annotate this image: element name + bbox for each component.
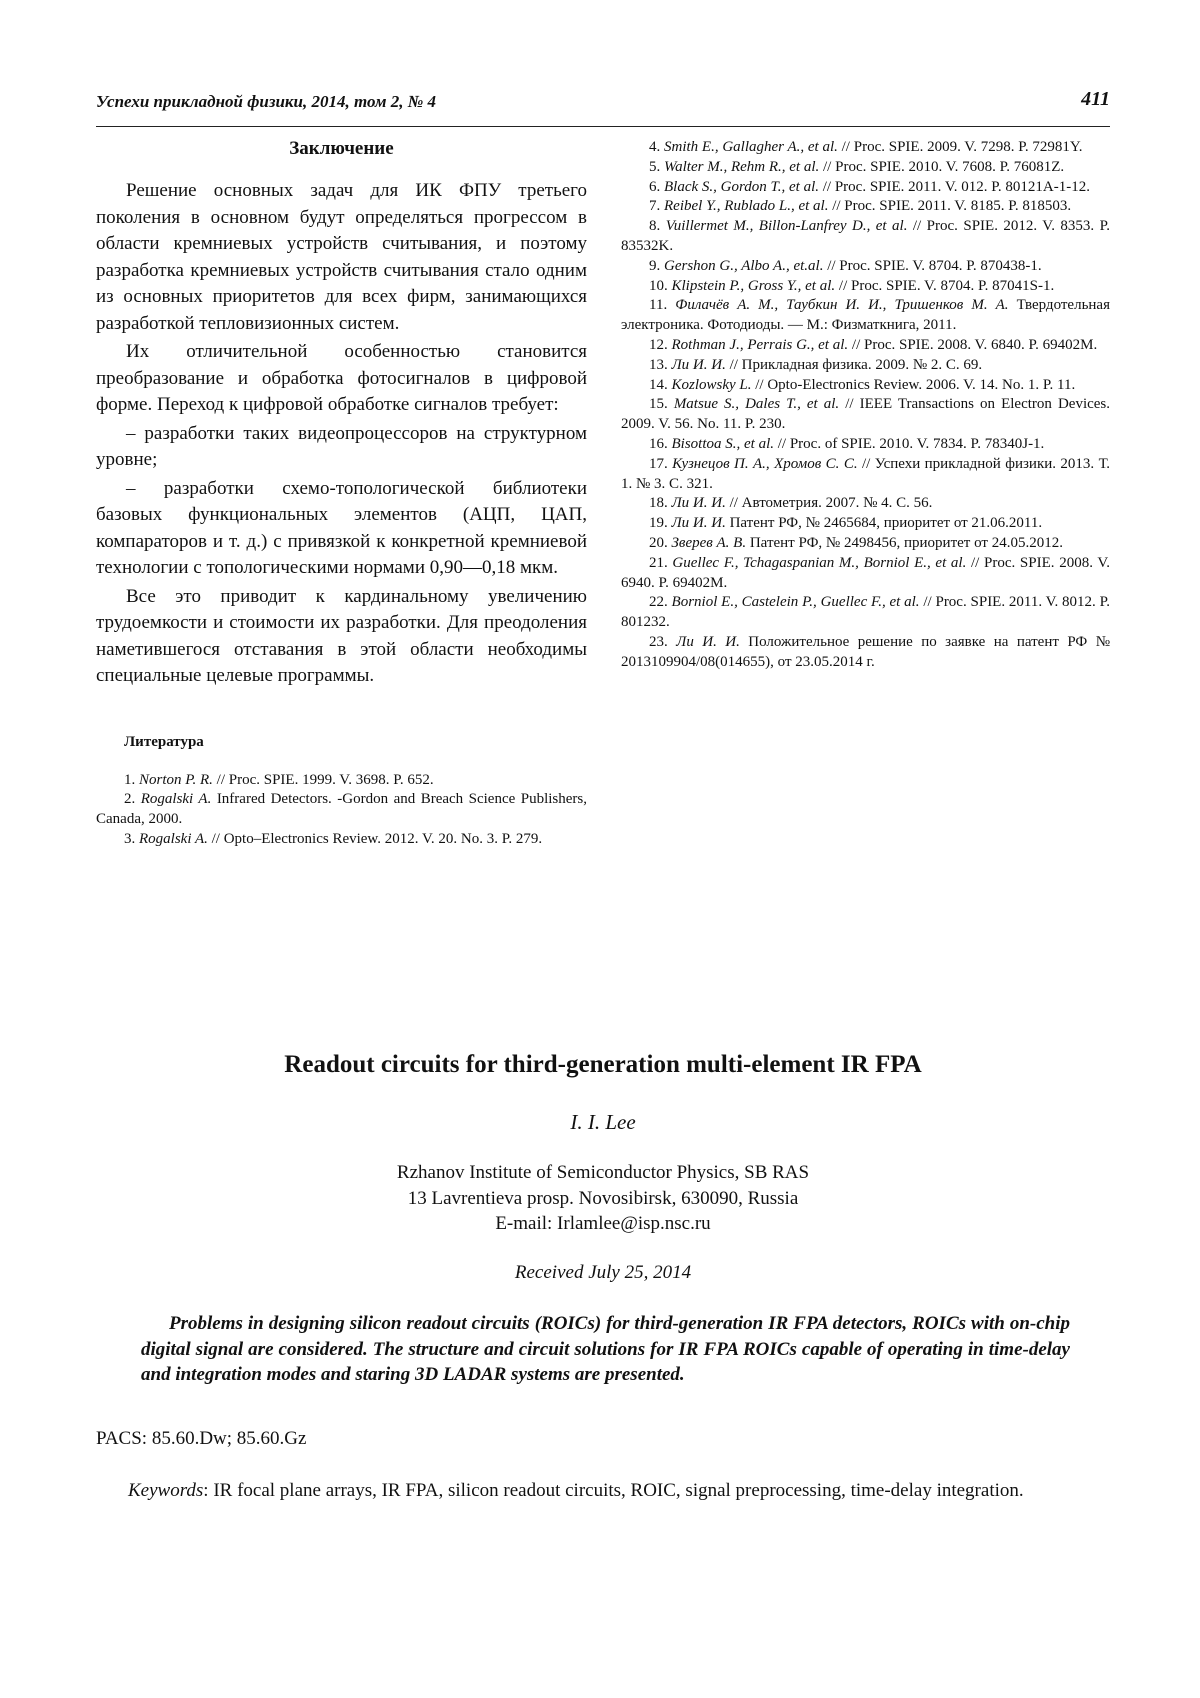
references-heading: Литература <box>124 733 204 750</box>
reference-item: 11. Филачёв А. М., Таубкин И. И., Тришенков М. А. Твердотельная электроника. Фотодиоды. — М.: Физматкнига, 2011. <box>621 297 1110 334</box>
reference-item: 19. Ли И. И. Патент РФ, № 2465684, приоритет от 21.06.2011. <box>649 515 1043 532</box>
reference-item: 15. Matsue S., Dales T., et al. // IEEE Transactions on Electron Devices. 2009. V. 56. No. 11. P. 230. <box>621 396 1111 433</box>
reference-item: 16. Bisottoa S., et al. // Proc. of SPIE. 2010. V. 7834. P. 78340J-1. <box>649 435 1045 452</box>
reference-item: 23. Ли И. И. Положительное решение по заявке на патент РФ № 2013109904/08(014655), от 23.05.2014 г. <box>621 633 1111 670</box>
affiliation <box>96 1160 1110 1237</box>
keywords-text: : IR focal plane arrays, IR FPA, silicon readout circuits, ROIC, signal preprocessing, time-delay integration. <box>203 1480 1024 1501</box>
reference-item: 18. Ли И. И. // Автометрия. 2007. № 4. С. 56. <box>649 495 933 512</box>
left-column <box>96 138 587 849</box>
reference-item: 3. Rogalski A. // Opto–Electronics Review. 2012. V. 20. No. 3. P. 279. <box>124 830 543 847</box>
conclusion-list-item: – разработки схемо-топологической библиотеки базовых функциональных элементов (АЦП, ЦАП, компараторов и т. д.) с привязкой к конкретной кремниевой технологии с топологическими нормами 0,90—0,18 мкм. <box>96 477 587 578</box>
pacs-codes: PACS: 85.60.Dw; 85.60.Gz <box>96 1428 307 1449</box>
reference-item: 14. Kozlowsky L. // Opto-Electronics Review. 2006. V. 14. No. 1. P. 11. <box>649 376 1076 393</box>
author-name: I. I. Lee <box>570 1110 636 1134</box>
keywords <box>96 1478 1110 1504</box>
reference-item: 10. Klipstein P., Gross Y., et al. // Proc. SPIE. V. 8704. P. 87041S-1. <box>649 277 1055 294</box>
reference-item: 1. Norton P. R. // Proc. SPIE. 1999. V. 3698. P. 652. <box>124 771 434 788</box>
reference-item: 6. Black S., Gordon T., et al. // Proc. SPIE. 2011. V. 012. P. 80121A-1-12. <box>649 178 1090 195</box>
journal-citation: Успехи прикладной физики, 2014, том 2, № 4 <box>96 92 437 111</box>
received-date: Received July 25, 2014 <box>514 1262 692 1283</box>
conclusion-heading: Заключение <box>289 138 394 159</box>
reference-item: 13. Ли И. И. // Прикладная физика. 2009. № 2. С. 69. <box>649 356 983 373</box>
affiliation-line: 13 Lavrentieva prosp. Novosibirsk, 630090, Russia <box>407 1187 799 1209</box>
conclusion-paragraph: Все это приводит к кардинальному увеличению трудоемкости и стоимости их разработки. Для преодоления наметившегося отставания в этой области необходимы специальные целевые программы. <box>96 585 587 686</box>
conclusion-list-item: – разработки таких видеопроцессоров на структурном уровне; <box>96 422 587 470</box>
page-number: 411 <box>1081 88 1110 110</box>
abstract-english: Problems in designing silicon readout circuits (ROICs) for third-generation IR FPA detectors, ROICs with on-chip digital signal are considered. The structure and circuit solutions for IR FPA ROICs capable of operating in time-delay and integration modes and staring 3D LADAR systems are presented. <box>141 1313 1070 1385</box>
affiliation-email: E-mail: Irlamlee@isp.nsc.ru <box>495 1213 711 1234</box>
reference-item: 4. Smith E., Gallagher A., et al. // Proc. SPIE. 2009. V. 7298. P. 72981Y. <box>649 139 1083 155</box>
article-title-english: Readout circuits for third-generation multi-element IR FPA <box>284 1051 922 1078</box>
reference-item: 17. Кузнецов П. А., Хромов С. С. // Успехи прикладной физики. 2013. Т. 1. № 3. С. 321. <box>621 455 1110 492</box>
reference-item: 22. Borniol E., Castelein P., Guellec F., et al. // Proc. SPIE. 2011. V. 8012. P. 801232. <box>621 594 1110 631</box>
reference-item: 8. Vuillermet M., Billon-Lanfrey D., et al. // Proc. SPIE. 2012. V. 8353. P. 83532K. <box>621 218 1111 254</box>
conclusion-paragraph: Их отличительной особенностью становится преобразование и обработка фотосигналов в цифровой форме. Переход к цифровой обработке сигналов требует: <box>96 341 587 415</box>
running-header <box>96 88 1110 127</box>
keywords-label: Keywords <box>128 1480 204 1501</box>
reference-item: 9. Gershon G., Albo A., et.al. // Proc. SPIE. V. 8704. P. 870438-1. <box>649 257 1042 274</box>
reference-item: 7. Reibel Y., Rublado L., et al. // Proc. SPIE. 2011. V. 8185. P. 818503. <box>649 198 1072 215</box>
reference-item: 5. Walter M., Rehm R., et al. // Proc. SPIE. 2010. V. 7608. P. 76081Z. <box>649 158 1065 175</box>
right-column <box>621 138 1110 673</box>
reference-item: 20. Зверев А. В. Патент РФ, № 2498456, приоритет от 24.05.2012. <box>649 534 1063 551</box>
reference-item: 12. Rothman J., Perrais G., et al. // Proc. SPIE. 2008. V. 6840. P. 69402M. <box>649 336 1098 353</box>
reference-item: 2. Rogalski A. Infrared Detectors. -Gordon and Breach Science Publishers, Canada, 2000. <box>96 791 588 827</box>
reference-item: 21. Guellec F., Tchagaspanian M., Borniol E., et al. // Proc. SPIE. 2008. V. 6940. P. 69402M. <box>621 554 1110 591</box>
conclusion-paragraph: Решение основных задач для ИК ФПУ третьего поколения в основном будут определяться прогрессом в области кремниевых устройств считывания, и поэтому разработка кремниевых устройств считывания стало одним из основных приоритетов для всех фирм, занимающихся разработкой тепловизионных систем. <box>96 180 587 334</box>
affiliation-line: Rzhanov Institute of Semiconductor Physics, SB RAS <box>396 1162 810 1183</box>
